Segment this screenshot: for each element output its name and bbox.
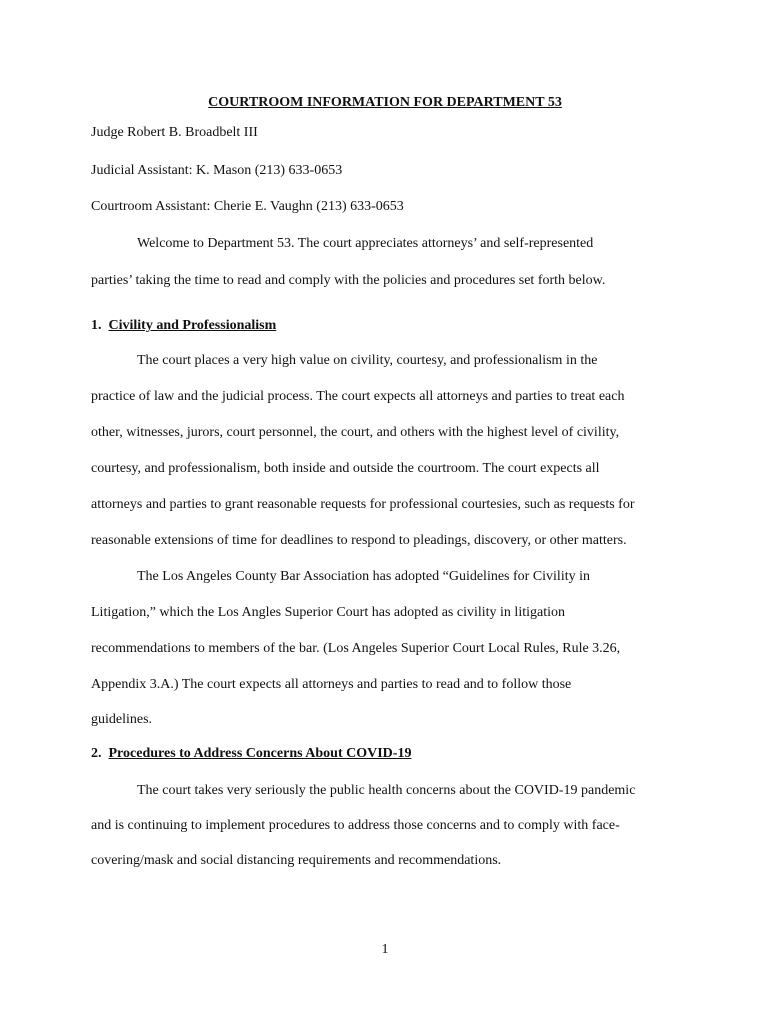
section-2-heading (91, 746, 411, 762)
page-number: 1 (381, 942, 389, 957)
paragraph-line: reasonable extensions of time for deadlines to respond to pleadings, discovery, or other matters. (91, 533, 627, 548)
paragraph-line: courtesy, and professionalism, both inside and outside the courtroom. The court expects all (91, 461, 600, 476)
paragraph-line: covering/mask and social distancing requirements and recommendations. (91, 853, 502, 868)
paragraph-line: Litigation,” which the Los Angles Superior Court has adopted as civility in litigation (91, 605, 565, 620)
section-number: 2. (91, 746, 102, 761)
welcome-line: Welcome to Department 53. The court appreciates attorneys’ and self-represented (137, 236, 594, 251)
paragraph-line: attorneys and parties to grant reasonable requests for professional courtesies, such as requests for (91, 497, 635, 512)
paragraph-line: The court places a very high value on civility, courtesy, and professionalism in the (137, 353, 598, 368)
paragraph-line: The Los Angeles County Bar Association has adopted “Guidelines for Civility in (137, 569, 590, 584)
paragraph-line: guidelines. (91, 712, 153, 727)
paragraph-line: other, witnesses, jurors, court personnel, the court, and others with the highest level of civility, (91, 425, 620, 440)
judicial-assistant: Judicial Assistant: K. Mason (213) 633-0653 (91, 163, 343, 178)
section-title: Procedures to Address Concerns About COVID-19 (108, 746, 412, 761)
section-title: Civility and Professionalism (108, 318, 277, 333)
paragraph-line: Appendix 3.A.) The court expects all attorneys and parties to read and to follow those (91, 677, 572, 692)
welcome-line: parties’ taking the time to read and comply with the policies and procedures set forth below. (91, 273, 606, 288)
section-number: 1. (91, 318, 102, 333)
paragraph-line: recommendations to members of the bar. (Los Angeles Superior Court Local Rules, Rule 3.26, (91, 641, 621, 656)
paragraph-line: practice of law and the judicial process. The court expects all attorneys and parties to treat each (91, 389, 625, 404)
courtroom-assistant: Courtroom Assistant: Cherie E. Vaughn (213) 633-0653 (91, 199, 404, 214)
document-title: COURTROOM INFORMATION FOR DEPARTMENT 53 (208, 95, 562, 110)
section-1-heading (91, 318, 276, 334)
paragraph-line: The court takes very seriously the public health concerns about the COVID-19 pandemic (137, 783, 636, 798)
judge-name: Judge Robert B. Broadbelt III (91, 125, 258, 140)
paragraph-line: and is continuing to implement procedures to address those concerns and to comply with face- (91, 818, 620, 833)
